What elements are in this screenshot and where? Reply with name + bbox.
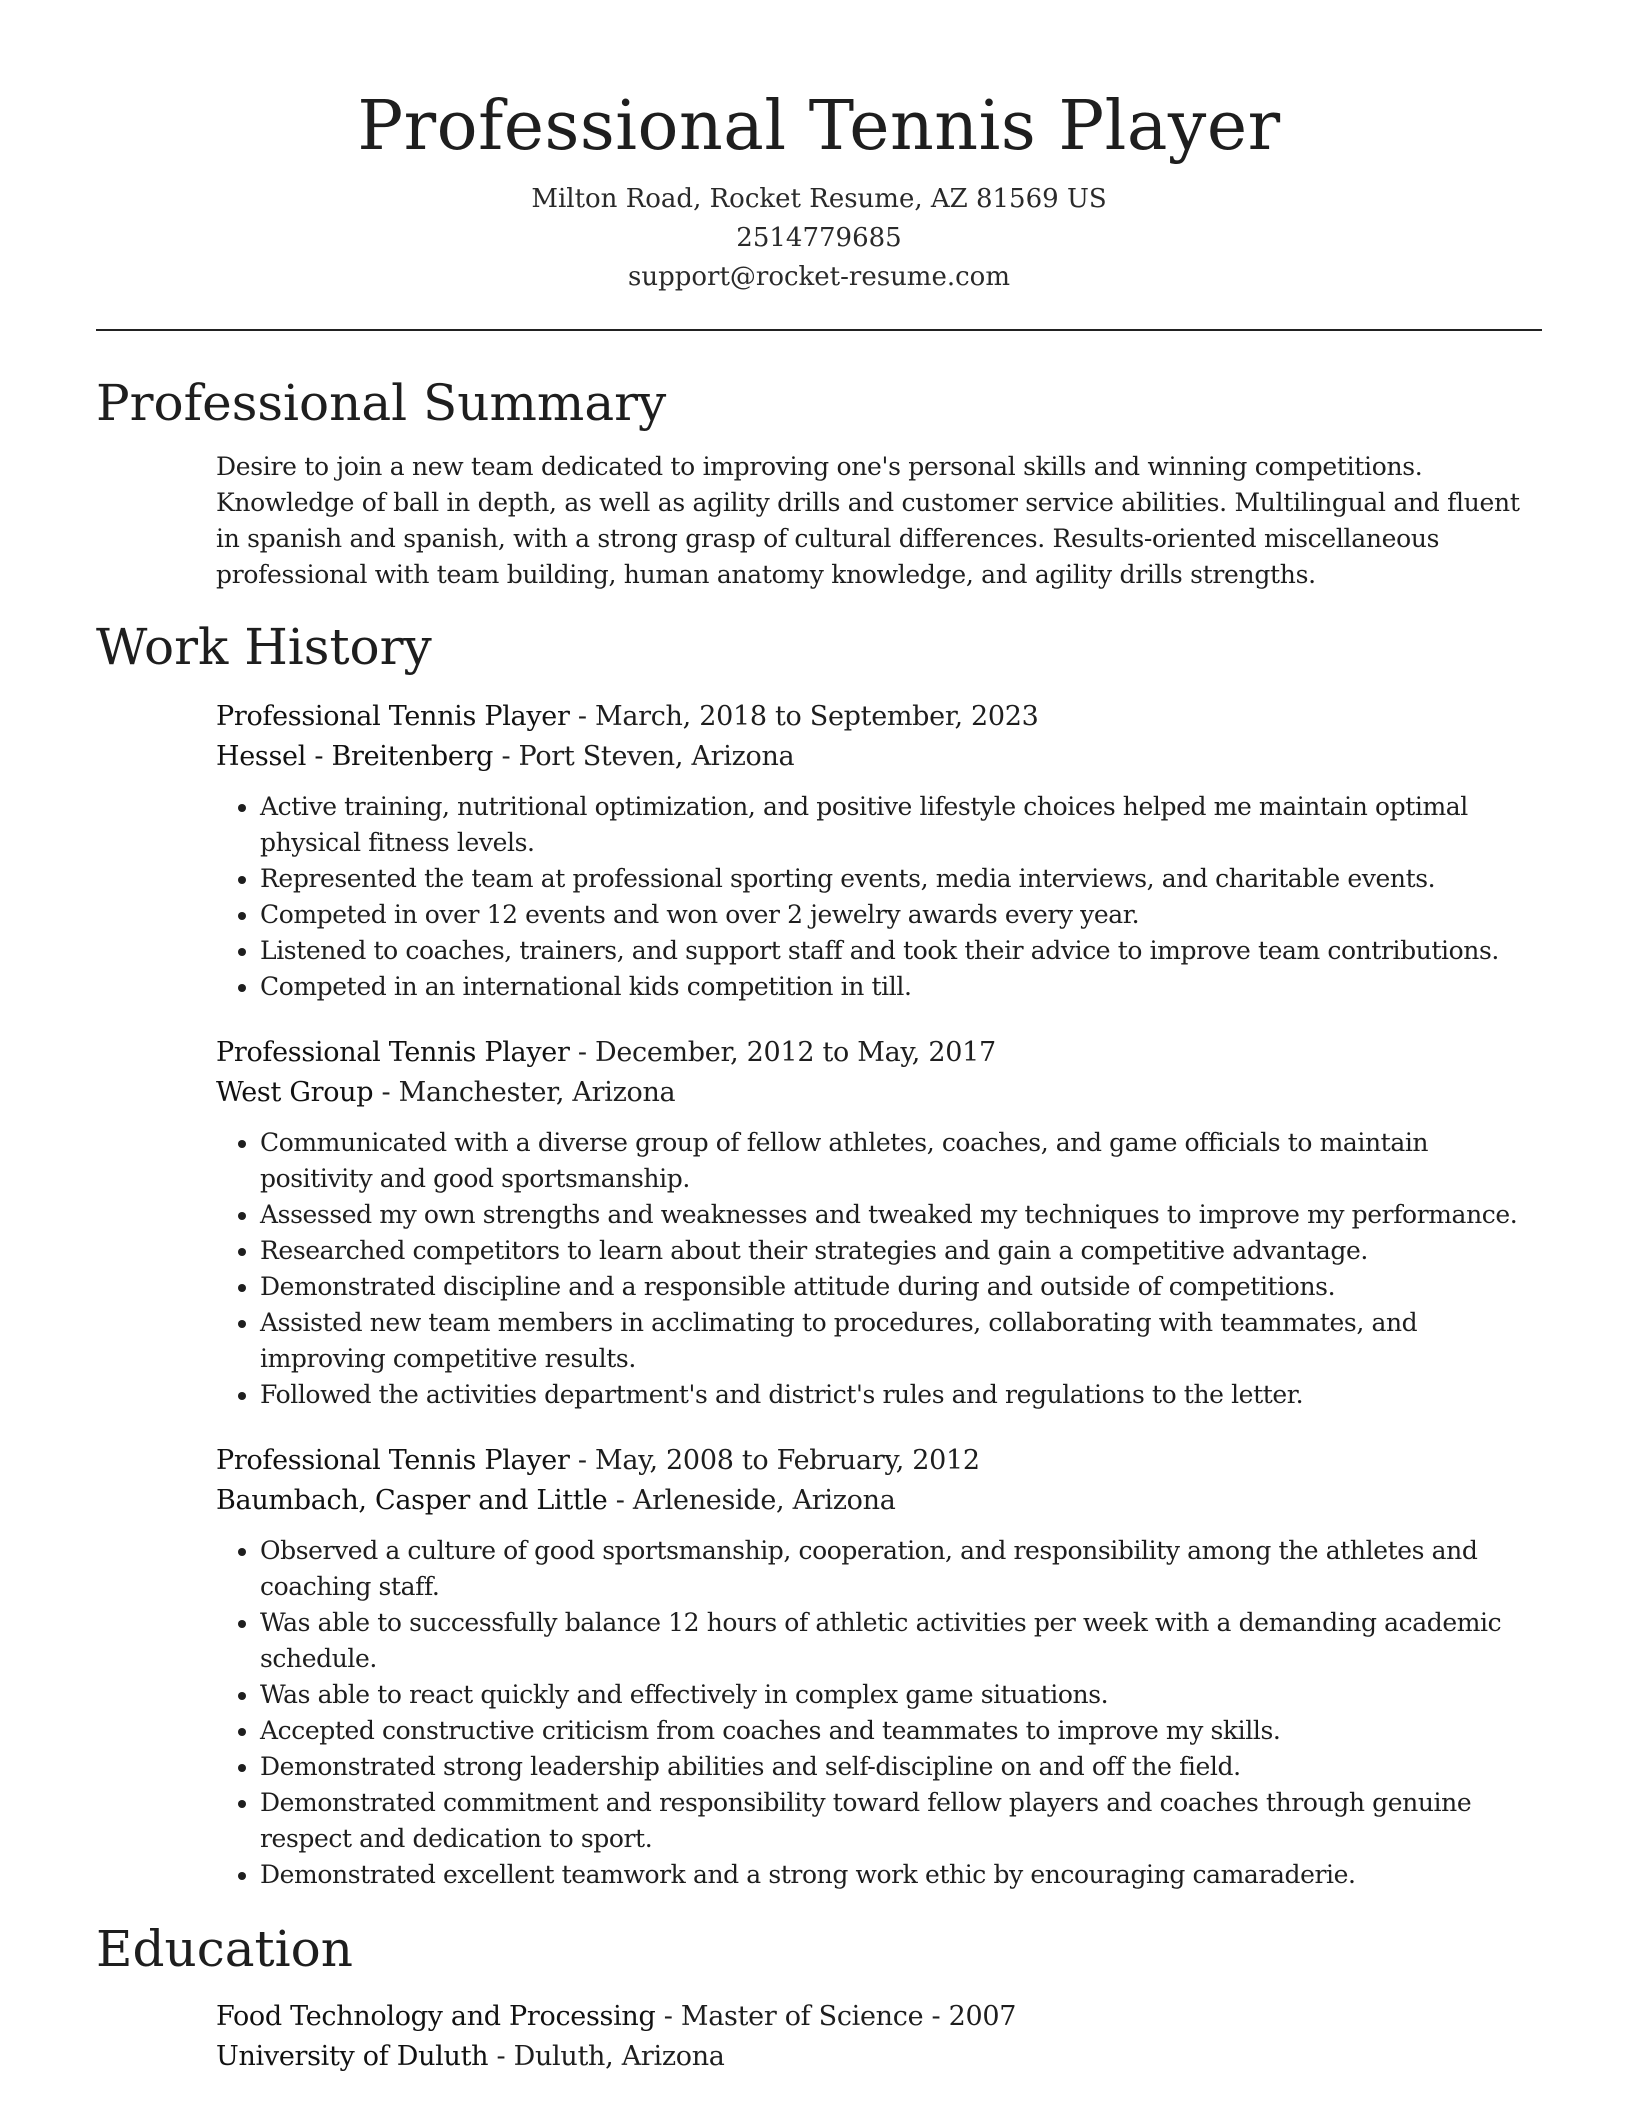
job-bullets	[216, 1125, 1542, 1413]
job-employer-line	[216, 1073, 1542, 1113]
education-year: - 2007	[923, 2001, 1017, 2032]
job-bullet: • Competed in an international kids competition in till.	[260, 969, 1542, 1005]
job-bullet: • Assessed my own strengths and weaknesses and tweaked my techniques to improve my performance.	[260, 1197, 1542, 1233]
education-heading: Education	[96, 1920, 353, 1978]
job-role: Professional Tennis Player	[216, 1445, 570, 1476]
job-bullet: • Competed in over 12 events and won over 2 jewelry awards every year.	[260, 897, 1542, 933]
job-employer: Baumbach, Casper and Little	[216, 1485, 608, 1516]
education-school-line	[216, 2037, 1542, 2077]
job-bullet: • Assisted new team members in acclimating to procedures, collaborating with teammates, and improving competitive results.	[260, 1305, 1542, 1377]
job-role: Professional Tennis Player	[216, 1037, 570, 1068]
job-bullet: • Demonstrated discipline and a responsible attitude during and outside of competitions.	[260, 1269, 1542, 1305]
job-bullet: • Followed the activities department's and district's rules and regulations to the letter.	[260, 1377, 1542, 1413]
job-bullet: • Observed a culture of good sportsmanship, cooperation, and responsibility among the athletes and coaching staff.	[260, 1533, 1542, 1605]
job-location: - Arleneside, Arizona	[607, 1485, 896, 1516]
header-divider	[96, 329, 1542, 331]
job-bullet: • Represented the team at professional sporting events, media interviews, and charitable events.	[260, 861, 1542, 897]
education-field: Food Technology and Processing	[216, 2001, 656, 2032]
contact-address: Milton Road, Rocket Resume, AZ 81569 US	[531, 184, 1107, 214]
job-bullet: • Was able to react quickly and effectively in complex game situations.	[260, 1677, 1542, 1713]
job-entry	[216, 1441, 1542, 1893]
job-dates: - December, 2012 to May, 2017	[569, 1037, 996, 1068]
job-title-line	[216, 1033, 1542, 1073]
job-bullet: • Communicated with a diverse group of fellow athletes, coaches, and game officials to maintain positivity and good sportsmanship.	[260, 1125, 1542, 1197]
job-role: Professional Tennis Player	[216, 701, 570, 732]
resume-page	[96, 0, 1542, 2077]
contact-email: support@rocket-resume.com	[627, 262, 1010, 292]
job-title-line	[216, 1441, 1542, 1481]
job-bullet: • Listened to coaches, trainers, and support staff and took their advice to improve team contributions.	[260, 933, 1542, 969]
contact-phone: 2514779685	[736, 223, 902, 253]
job-dates: - May, 2008 to February, 2012	[569, 1445, 980, 1476]
job-employer: West Group	[216, 1077, 374, 1108]
job-bullet: • Demonstrated strong leadership abilities and self-discipline on and off the field.	[260, 1749, 1542, 1785]
job-dates: - March, 2018 to September, 2023	[569, 701, 1039, 732]
work-history-heading: Work History	[96, 618, 432, 676]
job-bullet: • Researched competitors to learn about their strategies and gain a competitive advantage.	[260, 1233, 1542, 1269]
contact-block	[96, 180, 1542, 297]
job-location: - Manchester, Arizona	[373, 1077, 676, 1108]
job-employer: Hessel - Breitenberg	[216, 741, 494, 772]
summary-text: Desire to join a new team dedicated to improving one's personal skills and winning competitions. Knowledge of ball in depth, as well as agility drills and customer service abilities. Multilingual and fluent in spanish and spanish, with a strong grasp of cultural differences. Results-oriented miscellaneous professional with team building, human anatomy knowledge, and agility drills strengths.	[216, 452, 1520, 589]
resume-header	[96, 0, 1542, 297]
job-location: - Port Steven, Arizona	[493, 741, 795, 772]
job-bullets	[216, 789, 1542, 1005]
job-title-line	[216, 697, 1542, 737]
job-bullet: • Demonstrated excellent teamwork and a strong work ethic by encouraging camaraderie.	[260, 1857, 1542, 1893]
job-entry	[216, 697, 1542, 1005]
job-bullet: • Was able to successfully balance 12 hours of athletic activities per week with a demanding academic schedule.	[260, 1605, 1542, 1677]
education-school: University of Duluth	[216, 2041, 489, 2072]
education-degree-line	[216, 1997, 1542, 2037]
education-location: - Duluth, Arizona	[488, 2041, 725, 2072]
job-bullet: • Demonstrated commitment and responsibility toward fellow players and coaches through genuine respect and dedication to sport.	[260, 1785, 1542, 1857]
job-bullet: • Active training, nutritional optimization, and positive lifestyle choices helped me maintain optimal physical fitness levels.	[260, 789, 1542, 861]
education-entry	[216, 1997, 1542, 2077]
summary-heading: Professional Summary	[96, 374, 667, 432]
education-degree: - Master of Science	[655, 2001, 924, 2032]
job-bullet: • Accepted constructive criticism from coaches and teammates to improve my skills.	[260, 1713, 1542, 1749]
candidate-name: Professional Tennis Player	[357, 87, 1281, 166]
job-employer-line	[216, 1481, 1542, 1521]
job-employer-line	[216, 737, 1542, 777]
job-entry	[216, 1033, 1542, 1413]
job-bullets	[216, 1533, 1542, 1893]
